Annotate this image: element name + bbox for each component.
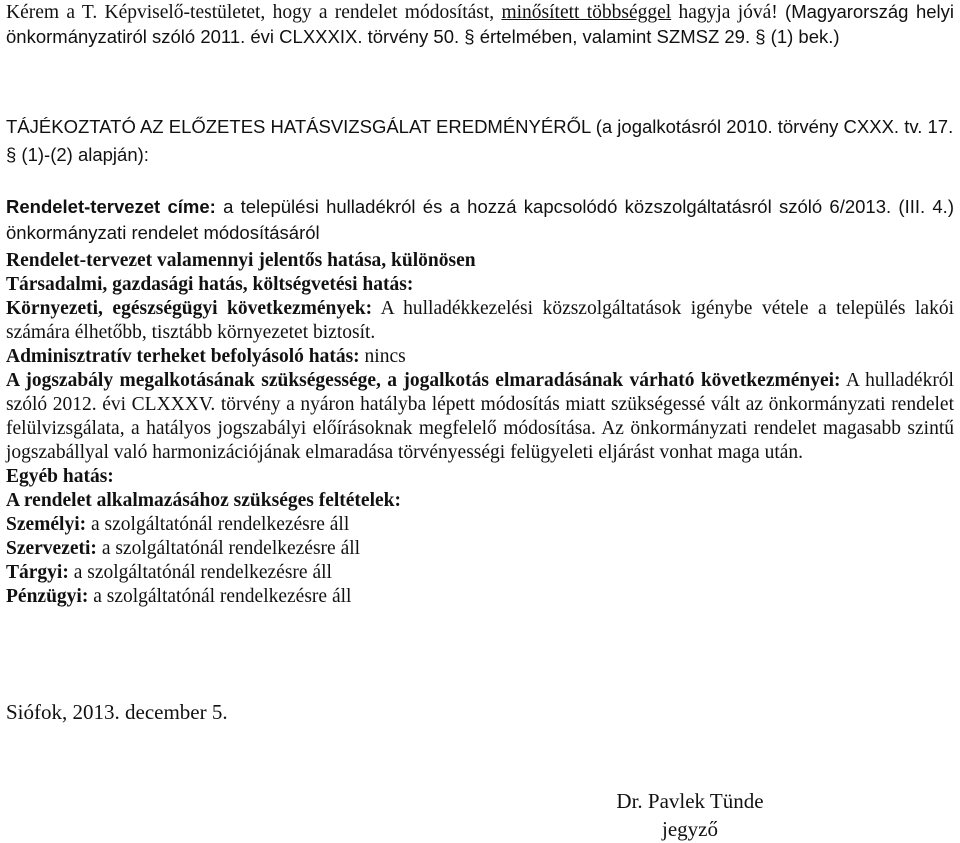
szukseg-paragraph	[6, 369, 954, 465]
penzugyi-value: a szolgáltatónál rendelkezésre áll	[88, 586, 352, 607]
tarsadalmi-heading: Társadalmi, gazdasági hatás, költségvetési hatás:	[6, 274, 414, 295]
hatasa-heading: Rendelet-tervezet valamennyi jelentős hatása, különösen	[6, 250, 476, 271]
signature-block	[560, 787, 820, 843]
intro-legal-reference: (Magyarország helyi önkormányzatiról szóló 2011. évi CLXXXIX. törvény 50. § értelmében, valamint SZMSZ 29. § (1) bek.)	[6, 1, 954, 47]
rendelet-cim-label: Rendelet-tervezet címe:	[6, 196, 216, 217]
tajekoztato-heading	[6, 113, 954, 169]
egyeb-heading: Egyéb hatás:	[6, 466, 114, 487]
kornyezeti-value: A hulladékkezelési közszolgáltatások igénybe vétele a település lakói számára élhetőbb, tisztább környezetet biztosít.	[6, 298, 954, 343]
intro-underlined-text: minősített többséggel	[501, 2, 672, 23]
place-date: Siófok, 2013. december 5.	[6, 700, 228, 724]
intro-paragraph	[6, 0, 954, 50]
szemelyi-label: Személyi:	[6, 514, 87, 535]
signature-role: jegyző	[662, 817, 718, 841]
feltetelek-heading: A rendelet alkalmazásához szükséges feltételek:	[6, 490, 401, 511]
rendelet-cim	[6, 194, 954, 246]
szemelyi-line	[6, 513, 954, 537]
rendelet-cim-value: a települési hulladékról és a hozzá kapcsolódó közszolgáltatásról szóló 6/2013. (III. 4.) önkormányzati rendelet módosításáról	[6, 196, 954, 243]
signature-name: Dr. Pavlek Tünde	[616, 789, 764, 813]
penzugyi-label: Pénzügyi:	[6, 586, 89, 607]
tajekoztato-title: TÁJÉKOZTATÓ AZ ELŐZETES HATÁSVIZSGÁLAT EREDMÉNYÉRŐL	[6, 116, 591, 137]
szervezeti-value: a szolgáltatónál rendelkezésre áll	[96, 538, 361, 559]
szervezeti-line	[6, 537, 954, 561]
intro-text-1: Kérem a T. Képviselő-testületet, hogy a rendelet módosítást,	[6, 2, 502, 23]
szukseg-label: A jogszabály megalkotásának szükségessége, a jogalkotás elmaradásának várható következményei:	[6, 370, 841, 391]
adminisztrativ-paragraph	[6, 345, 954, 369]
targyi-label: Tárgyi:	[6, 562, 69, 583]
targyi-line	[6, 561, 954, 585]
hatasok-block	[6, 249, 954, 609]
adminisztrativ-value: nincs	[359, 346, 406, 367]
tajekoztato-reference: (a jogalkotásról 2010. törvény CXXX. tv. 17. § (1)-(2) alapján):	[6, 116, 954, 165]
kornyezeti-paragraph	[6, 297, 954, 345]
kornyezeti-label: Környezeti, egészségügyi következmények:	[6, 298, 373, 319]
penzugyi-line	[6, 585, 954, 609]
szukseg-value: A hulladékról szóló 2012. évi CLXXXV. törvény a nyáron hatályba lépett módosítás miatt szükségessé vált az önkormányzati rendelet felülvizsgálata, a hatályos jogszabályi előírásoknak megfelelő módosítása. Az önkormányzati rendelet magasabb szintű jogszabállyal való harmonizációjának elmaradása törvényességi felügyeleti eljárást vonhat maga után.	[6, 370, 954, 463]
intro-text-2: hagyja jóvá!	[671, 2, 786, 23]
adminisztrativ-label: Adminisztratív terheket befolyásoló hatás:	[6, 346, 360, 367]
szemelyi-value: a szolgáltatónál rendelkezésre áll	[86, 514, 350, 535]
targyi-value: a szolgáltatónál rendelkezésre áll	[68, 562, 332, 583]
szervezeti-label: Szervezeti:	[6, 538, 97, 559]
